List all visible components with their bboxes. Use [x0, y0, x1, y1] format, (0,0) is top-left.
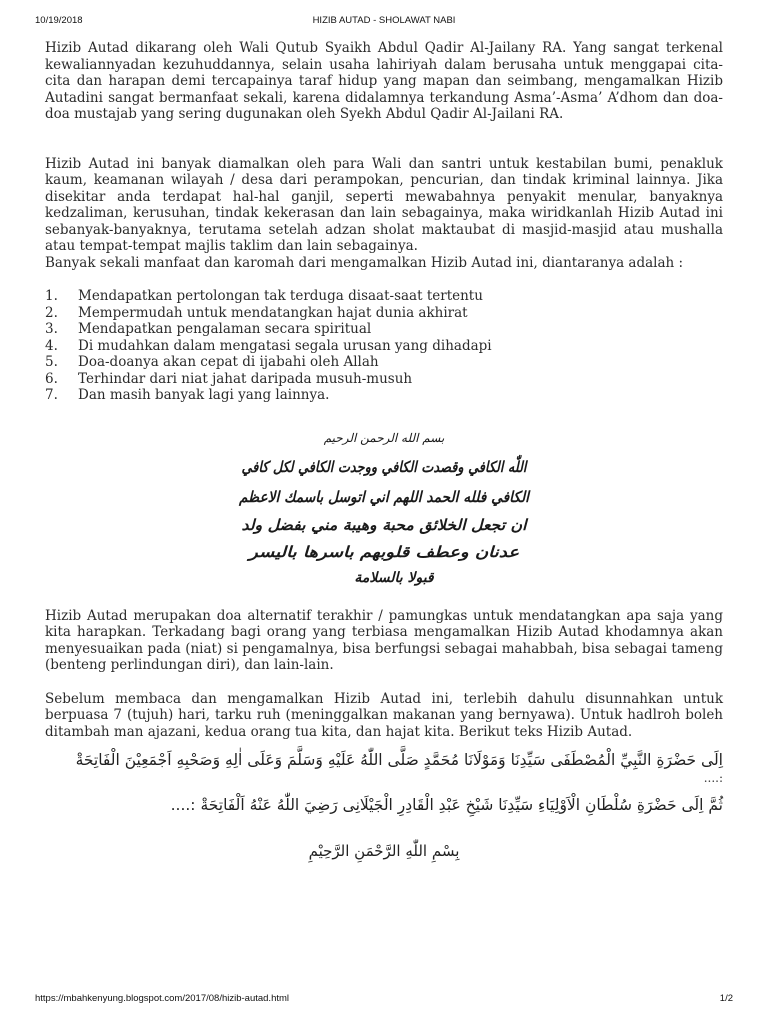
page-footer — [0, 993, 768, 1007]
list-item: 3. Mendapatkan pengalaman secara spiritual — [45, 321, 372, 337]
arabic-hadroh-2: ثُمَّ اِلَى حَضْرَةِ سُلْطَانِ الْاَوْلِيَاءِ سَيِّدِنَا شَيْخِ عَبْدِ الْقَادِرِ الْجَيْلَانِى رَضِيَ اللّٰهُ عَنْهُ اَلْفَاتِحَةْ :.... — [170, 796, 723, 814]
benefits-intro: Banyak sekali manfaat dan karomah dari mengamalkan Hizib Autad ini, diantaranya adalah : — [45, 254, 684, 271]
calligraphy-line: ان تجعل الخلائق محبة وهيبة مني بفضل ولد — [241, 515, 529, 534]
calligraphy-line: بسم الله الرحمن الرحيم — [323, 430, 445, 445]
hizib-calligraphy-image — [234, 422, 575, 590]
preparation-paragraph: Sebelum membaca dan mengamalkan Hizib Autad ini, terlebih dahulu disunnahkan untuk berpuasa 7 (tujuh) hari, tarku ruh (meninggalkan makanan yang bernyawa). Untuk hadlroh boleh ditambah man ajazani, kedua orang tua kita, dan hajat kita. Berikut teks Hizib Autad. — [45, 690, 723, 740]
usage-paragraph: Hizib Autad ini banyak diamalkan oleh para Wali dan santri untuk kestabilan bumi, penakluk kaum, keamanan wilayah / desa dari perampokan, pencurian, dan tindak kriminal lainnya. Jika disekitar anda terdapat hal-hal ganjil, seperti mewabahnya penyakit menular, banyaknya kedzaliman, kerusuhan, tindak kekerasan dan lain sebagainya, maka wiridkanlah Hizib Autad ini sebanyak-banyaknya, terutama setelah adzan sholat maktaubat di masjid-masjid atau mushalla atau tempat-tempat majlis taklim dan lain sebagainya. — [45, 155, 723, 254]
list-item: 1. Mendapatkan pertolongan tak terduga disaat-saat tertentu — [45, 288, 483, 304]
list-item: 7. Dan masih banyak lagi yang lainnya. — [45, 387, 330, 403]
calligraphy-line: الكافي فلله الحمد اللهم اني اتوسل باسمك الاعظم — [238, 487, 531, 506]
calligraphy-line: عدنان وعطف قلوبهم باسرها باليسر — [246, 542, 520, 561]
page-header — [0, 15, 768, 29]
page-title: HIZIB AUTAD - SHOLAWAT NABI — [312, 15, 456, 26]
calligraphy-line: قبولا بالسلامة — [354, 569, 434, 586]
intro-paragraph: Hizib Autad dikarang oleh Wali Qutub Syaikh Abdul Qadir Al-Jailany RA. Yang sangat terkenal kewaliannyadan kezuhuddannya, selain usaha lahiriyah dalam berusaha untuk menggapai cita-cita dan harapan demi tercapainya taraf hidup yang mapan dan seimbang, mengamalkan Hizib Autadini sangat bermanfaat sekali, karena didalamnya terkandung Asma’-Asma’ A’dhom dan doa-doa mustajab yang sering dugunakan oleh Syekh Abdul Qadir Al-Jailani RA. — [45, 40, 723, 122]
source-url: https://mbahkenyung.blogspot.com/2017/08/hizib-autad.html — [35, 993, 290, 1004]
alternative-paragraph: Hizib Autad merupakan doa alternatif terakhir / pamungkas untuk mendatangkan apa saja yang kita harapkan. Terkadang bagi orang yang terbiasa mengamalkan Hizib Autad khodamnya akan menyesuaikan pada (niat) si pengamalnya, bisa berfungsi sebagai mahabbah, bisa sebagai tameng (benteng perlindungan diri), dan lain-lain. — [45, 607, 723, 673]
list-item: 5. Doa-doanya akan cepat di ijabahi oleh Allah — [45, 354, 379, 370]
calligraphy-line: اللّٰه الكافي وقصدت الكافي ووجدت الكافي لكل كافي — [241, 457, 575, 476]
arabic-hadroh-1: اِلَى حَضْرَةِ النَّبِيِّ الْمُصْطَفَى سَيِّدِنَا وَمَوْلَانَا مُحَمَّدٍ صَلَّى اللّٰهُ عَلَيْهِ وَسَلَّمَ وَعَلَى اٰلِهِ وَصَحْبِهِ اَجْمَعِيْنَ الْفَاتِحَةْ — [75, 751, 723, 769]
arabic-basmalah: بِسْمِ اللّٰهِ الرَّحْمَنِ الرَّحِيْمِ — [308, 842, 460, 860]
list-item: 4. Di mudahkan dalam mengatasi segala urusan yang dihadapi — [45, 337, 492, 354]
print-date: 10/19/2018 — [35, 15, 83, 26]
arabic-hadroh-1-dots: ....: — [703, 771, 723, 785]
list-item: 6. Terhindar dari niat jahat daripada musuh-musuh — [45, 370, 413, 387]
benefits-list — [45, 288, 723, 404]
page-number: 1/2 — [719, 993, 733, 1004]
list-item: 2. Mempermudah untuk mendatangkan hajat dunia akhirat — [45, 304, 468, 321]
article-body — [45, 40, 723, 862]
